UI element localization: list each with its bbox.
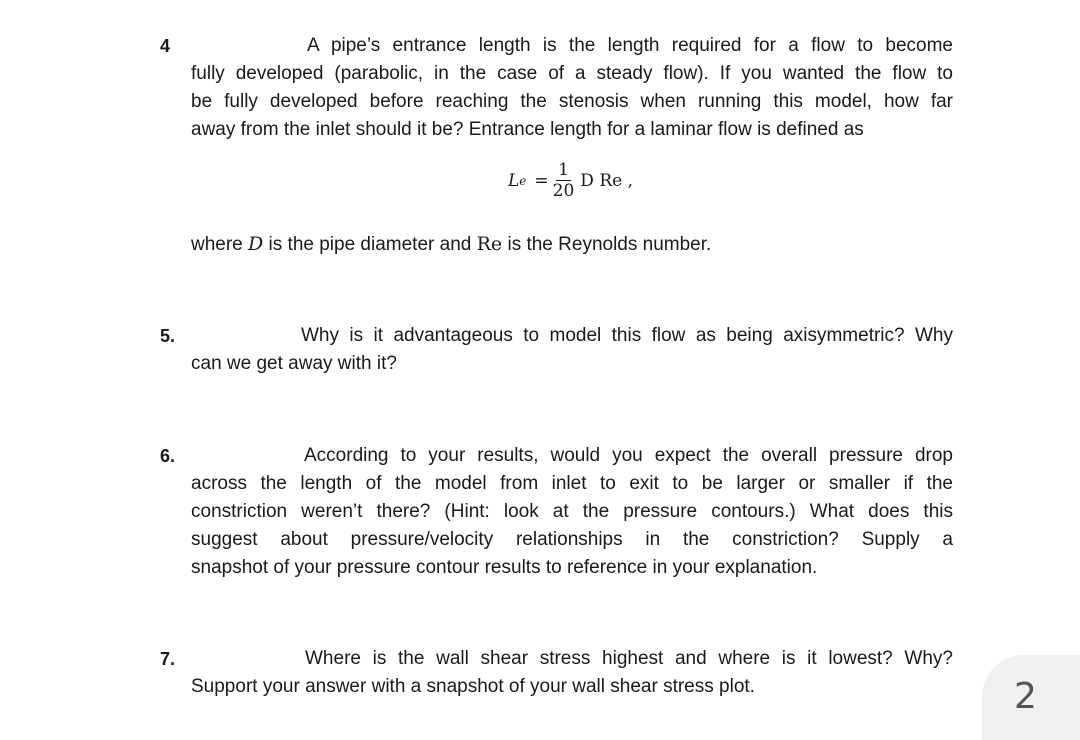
question-7-line-2: Support your answer with a snapshot of your wall shear stress plot. <box>191 676 755 697</box>
question-4-line-4: away from the inlet should it be? Entrance length for a laminar flow is defined as <box>191 119 864 140</box>
question-6-line-1: According to your results, would you expect the overall pressure drop <box>304 445 953 466</box>
question-4-line-2: fully developed (parabolic, in the case of a steady flow). If you wanted the flow to <box>191 63 953 84</box>
formula-lhs-subscript: e <box>519 173 527 188</box>
formula-fraction <box>553 160 575 201</box>
where-line: where D is the pipe diameter and Re is the Reynolds number. <box>191 233 712 255</box>
question-4-line-1: A pipe’s entrance length is the length required for a flow to become <box>307 35 953 56</box>
question-4-where <box>191 230 953 259</box>
question-6-number: 6. <box>160 446 176 466</box>
formula-lhs: L <box>508 170 520 191</box>
question-7-line-1: Where is the wall shear stress highest and where is it lowest? Why? <box>305 648 953 669</box>
formula-rhs: D Re , <box>580 170 633 191</box>
page-number: 2 <box>1014 676 1037 717</box>
entrance-length-formula <box>508 160 633 201</box>
formula-equals: = <box>534 170 549 191</box>
formula-numerator: 1 <box>558 160 569 180</box>
question-5-number: 5. <box>160 326 176 346</box>
question-6-text <box>191 442 953 582</box>
question-5-line-2: can we get away with it? <box>191 353 397 374</box>
question-7-text <box>191 645 953 701</box>
question-4-number: 4 <box>160 36 171 56</box>
question-4-text <box>191 32 953 144</box>
question-6-line-2: across the length of the model from inlet to exit to be larger or smaller if the <box>191 473 953 494</box>
question-5-text <box>191 322 953 378</box>
question-5-line-1: Why is it advantageous to model this flow as being axisymmetric? Why <box>301 325 953 346</box>
question-4-line-3: be fully developed before reaching the stenosis when running this model, how far <box>191 91 953 112</box>
question-6-line-5: snapshot of your pressure contour results to reference in your explanation. <box>191 557 818 578</box>
question-6-line-3: constriction weren’t there? (Hint: look at the pressure contours.) What does this <box>191 501 953 522</box>
formula-denominator: 20 <box>552 181 575 201</box>
question-6-line-4: suggest about pressure/velocity relationships in the constriction? Supply a <box>191 529 953 550</box>
question-7-number: 7. <box>160 649 176 669</box>
